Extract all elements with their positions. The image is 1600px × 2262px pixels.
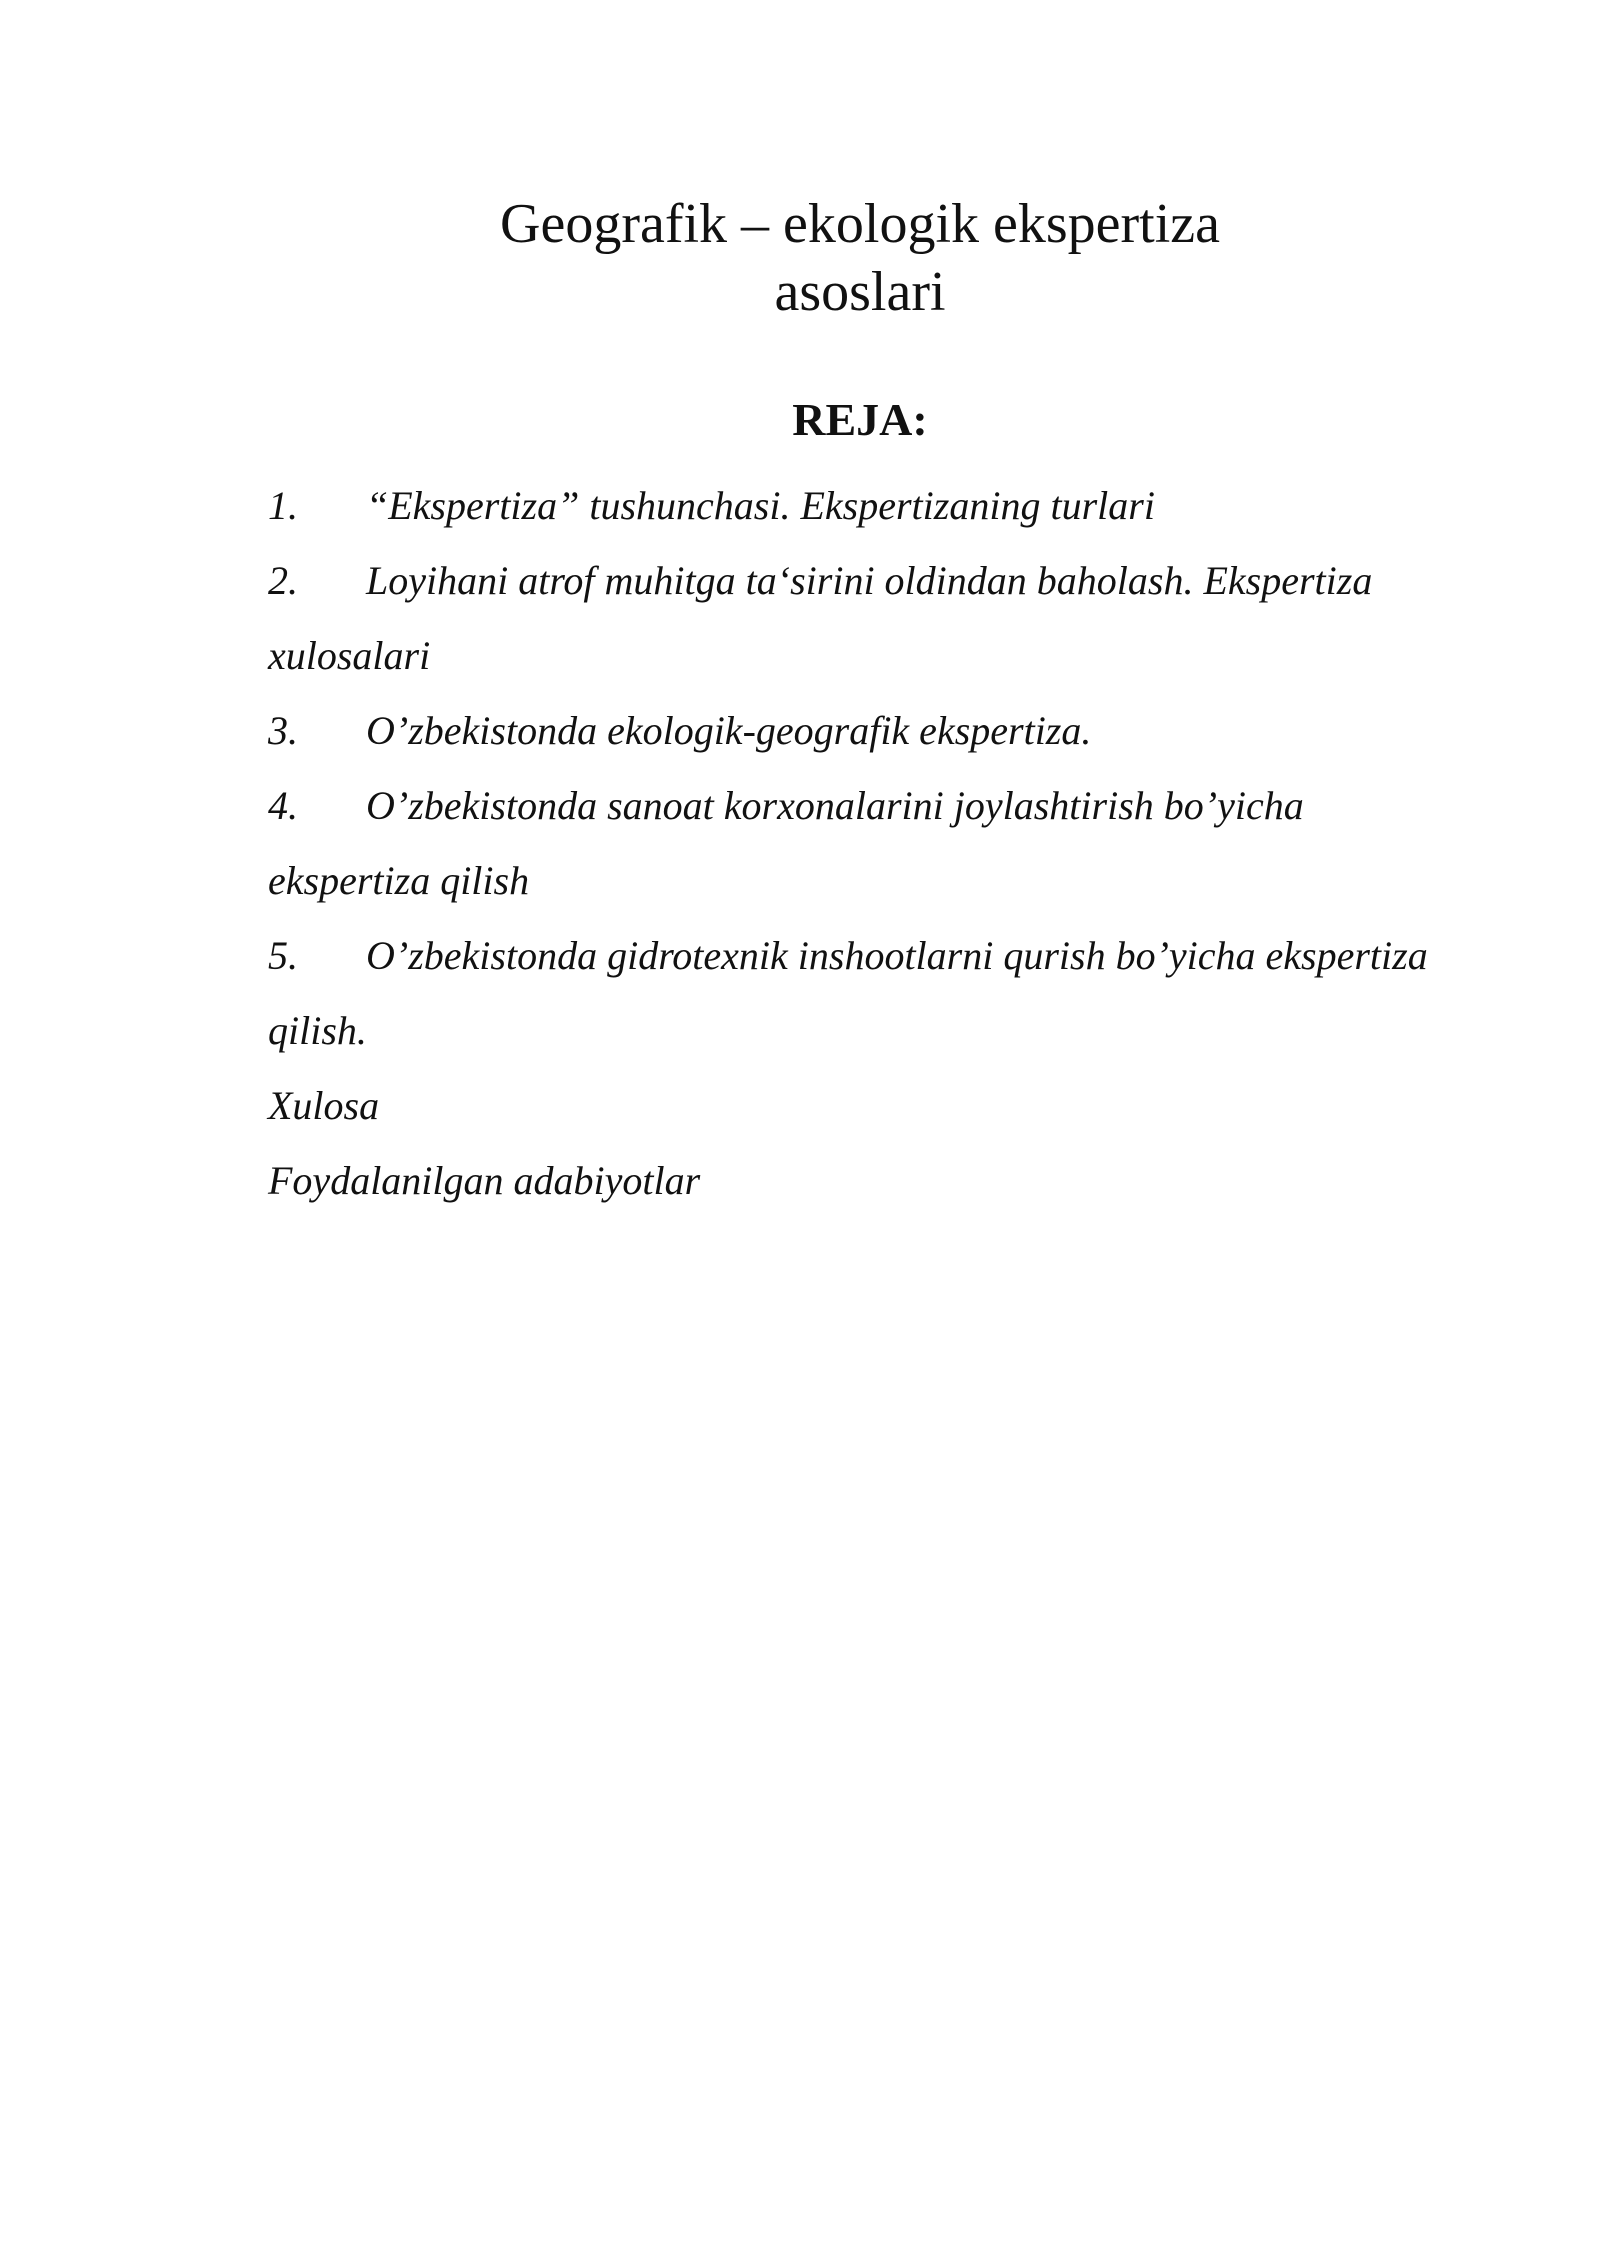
plan-list xyxy=(268,468,1468,1218)
item-continuation: xulosalari xyxy=(268,633,431,678)
item-continuation: ekspertiza qilish xyxy=(268,858,530,903)
item-continuation: qilish. xyxy=(268,1008,367,1053)
references-item: Foydalanilgan adabiyotlar xyxy=(268,1158,701,1203)
item-text: O’zbekistonda sanoat korxonalarini joylashtirish bo’yicha xyxy=(366,783,1304,828)
list-item xyxy=(268,693,1468,768)
item-text: O’zbekistonda ekologik-geografik ekspertiza. xyxy=(366,708,1092,753)
item-number: 2. xyxy=(268,558,298,603)
plan-heading: REJA: xyxy=(792,394,928,445)
title-line-1: Geografik – ekologik ekspertiza xyxy=(500,193,1220,255)
item-number: 3. xyxy=(268,708,298,753)
list-item xyxy=(268,543,1468,618)
list-item xyxy=(268,468,1468,543)
document-title xyxy=(0,190,1600,326)
item-number: 5. xyxy=(268,933,298,978)
item-text: O’zbekistonda gidrotexnik inshootlarni qurish bo’yicha ekspertiza xyxy=(366,933,1428,978)
conclusion-item: Xulosa xyxy=(268,1083,380,1128)
list-item xyxy=(268,768,1468,843)
item-number: 1. xyxy=(268,483,298,528)
title-line-2: asoslari xyxy=(774,261,946,323)
item-text: Loyihani atrof muhitga ta‘sirini oldindan baholash. Ekspertiza xyxy=(366,558,1373,603)
list-item xyxy=(268,918,1468,993)
item-text: “Ekspertiza” tushunchasi. Ekspertizaning turlari xyxy=(366,483,1155,528)
item-number: 4. xyxy=(268,783,298,828)
